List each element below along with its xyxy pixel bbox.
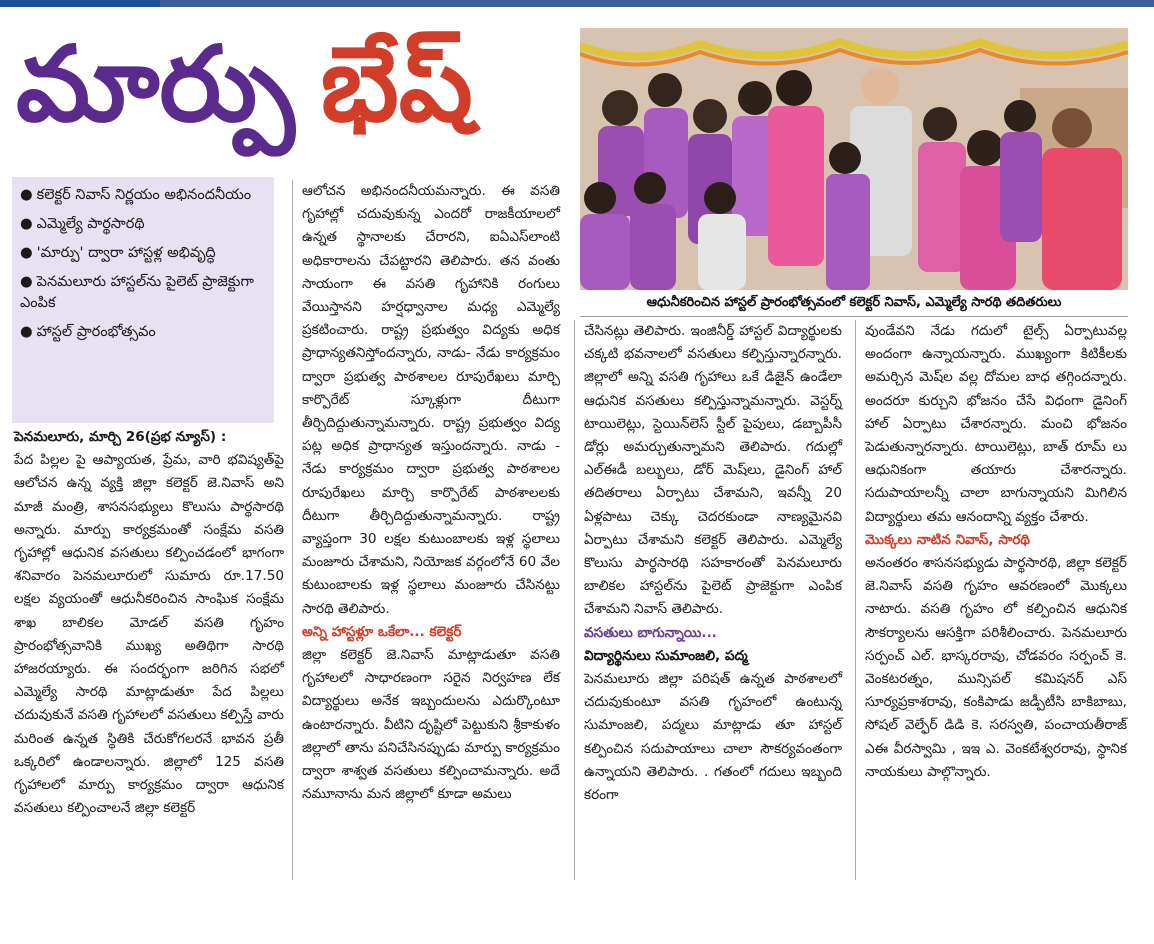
highlights-box — [12, 177, 274, 423]
photo-caption: ఆధునీకరించిన హాస్టల్ ప్రారంభోత్సవంలో కలెక్టర్ నివాస్, ఎమ్మెల్యే సారథి తదితరులు — [580, 290, 1128, 317]
highlight-item: ● కలెక్టర్ నివాస్ నిర్ణయం అభినందనీయం — [20, 187, 252, 203]
article-column-3 — [584, 320, 842, 807]
column-divider — [292, 180, 293, 880]
highlight-item: ● 'మార్పు' ద్వారా హాస్టళ్ల అభివృద్ధి — [20, 245, 216, 261]
headline — [16, 14, 576, 154]
column-divider — [574, 320, 575, 880]
subheading: మొక్కలు నాటిన నివాస్, సారథి — [865, 531, 1030, 548]
headline-word-1: మార్పు — [16, 23, 295, 145]
column-divider — [855, 320, 856, 880]
bullet-icon: ● — [20, 324, 33, 340]
bullet-icon: ● — [20, 274, 33, 290]
article-paragraph: చేసినట్లు తెలిపారు. ఇంజినీర్డ్ హాస్టల్ విద్యార్థులకు చక్కటి భవనాలలో వసతులు కల్పిస్తున్నారన్నారు. జిల్లాలో అన్ని వసతి గృహాలు ఒకే డిజైన్ ఉండేలా ఆధునిక వసతులు కల్పిస్తున్నామన్నారు. వెస్టర్న్ టాయిలెట్లు, స్టెయిన్‌లెస్ స్టీల్ పైపులు, డబ్బాపీసీ డోర్లు అమర్చుతున్నామని తెలిపారు. గదుల్లో ఎల్‌ఈడీ బల్బులు, డోర్ మెష్‌లు, డైనింగ్ హాల్ తదితరాలు ఏర్పాటు చేశామని, ఇవన్నీ 20 ఏళ్లపాటు చెక్కు చెదరకుండా నాణ్యమైనవి ఏర్పాటు చేశామని కలెక్టర్ తెలిపారు. ఎమ్మెల్యే కొలుసు పార్థసారథి సహకారంతో పెనమలూరు బాలికల హాస్టల్‌ను పైలెట్ ప్రాజెక్టుగా ఎంపిక చేశామని నివాస్ తెలిపారు. — [584, 323, 842, 618]
article-paragraph: జిల్లా కలెక్టర్ జె.నివాస్ మాట్లాడుతూ వసతి గృహాలలో సాధారణంగా సరైన నిర్వహణ లేక విద్యార్థులు అనేక ఇబ్బందులను ఎదుర్కొంటూ ఉంటారన్నారు. వీటిని దృష్టిలో పెట్టుకుని శ్రీకాకుళం జిల్లాలో తాను పనిచేసినప్పుడు మార్పు కార్యక్రమం ద్వారా శాశ్వత వసతులు కల్పించామన్నారు. అదే నమూనాను మన జిల్లాలో కూడా అమలు — [302, 647, 560, 803]
dateline: పెనమలూరు, మార్చి 26(ప్రభ న్యూస్) : — [14, 429, 227, 445]
bullet-icon: ● — [20, 245, 33, 261]
bullet-icon: ● — [20, 187, 33, 203]
article-column-2 — [302, 180, 560, 806]
news-photo — [580, 28, 1128, 290]
article-paragraph: అనంతరం శాసనసభ్యుడు పార్థసారథి, జిల్లా కలెక్టర్ జె.నివాస్ వసతి గృహం ఆవరణంలో మొక్కలు నాటారు. వసతి గృహం లో కల్పించిన ఆధునిక సౌకర్యాలను ఆసక్తిగా పరిశీలించారు. పెనమలూరు సర్పంచ్ ఎల్. భాస్కరరావు, చోడవరం సర్పంచ్ కె. వెంకటరత్నం, మున్సిపల్ కమిషనర్ ఎస్ సూర్యప్రకాశరావు, కంకిపాడు జడ్పీటీసి బాకిబాబు, సోషల్ వెల్ఫేర్ డిడి కె. సరస్వతి, పంచాయతీరాజ్ ఎఈ వీరస్వామి , ఇఇ ఎ. వెంకటేశ్వరరావు, స్థానిక నాయకులు పాల్గొన్నారు. — [865, 555, 1127, 780]
subheading-secondary: విద్యార్థినులు సుమాంజలి, పద్మ — [584, 647, 748, 664]
top-bar-dark-segment — [0, 0, 160, 7]
article-paragraph: పెనమలూరు జిల్లా పరిషత్ ఉన్నత పాఠశాలలో చదువుకుంటూ వసతి గృహంలో ఉంటున్న సుమాంజలి, పద్మలు మాట్లాడు తూ హాస్టల్ కల్పించిన సదుపాయాలు చాలా సౌకర్యవంతంగా ఉన్నాయని తెలిపారు. . గతంలో గదులు ఇబ్బంది కరంగా — [584, 671, 842, 804]
bullet-icon: ● — [20, 216, 33, 232]
headline-word-2: భేష్ — [320, 23, 473, 145]
highlight-item: ● పెనమలూరు హాస్టల్‌ను పైలెట్ ప్రాజెక్టుగా ఎంపిక — [20, 274, 254, 311]
subheading: అన్ని హాస్టళ్లూ ఒకేలా... కలెక్టర్ — [302, 623, 462, 640]
article-column-1 — [14, 426, 284, 820]
subheading: వసతులు బాగున్నాయి... — [584, 624, 717, 641]
article-paragraph: ఆలోచన అభినందనీయమన్నారు. ఈ వసతి గృహాల్లో చదువుకున్న ఎందరో రాజకీయాలలో ఉన్నత స్థానాలకు చేరారని, ఐఏఎస్‌లాంటి అధికారాలను చేపట్టారని తెలిపారు. తన వంతు సాయంగా ఈ వసతి గృహానికి రంగులు వేయిస్తానని హర్షధ్వానాల మధ్య ఎమ్మెల్యే ప్రకటించారు. రాష్ట్ర ప్రభుత్వం విద్యకు అధిక ప్రాధాన్యతనిస్తోందన్నారు, నాడు- నేడు కార్యక్రమం ద్వారా ప్రభుత్వ పాఠశాలల రూపురేఖలు మార్చి కార్పొరేట్ స్కూళ్లుగా దీటుగా తీర్చిదిద్దుతున్నామన్నారు. రాష్ట్ర ప్రభుత్వం విద్య పట్ల అధిక ప్రాధాన్యత ఇస్తుందన్నారు. నాడు - నేడు కార్యక్రమం ద్వారా ప్రభుత్వ పాఠశాలల రూపురేఖలు మార్చి కార్పొరేట్ పాఠశాలలకు దీటుగా తీర్చిదిద్దుతున్నామన్నారు. రాష్ట్ర వ్యాప్తంగా 30 లక్షల కుటుంబాలకు ఇళ్ల స్థలాలు మంజూరు చేశామని, నియోజక వర్గంలోనే 60 వేల కుటుంబాలకు ఇళ్ల స్థలాలు మంజూరు చేసినట్టు సారథి తెలిపారు. — [302, 183, 560, 617]
article-paragraph: పేద పిల్లల పై ఆప్యాయత, ప్రేమ, వారి భవిష్యత్‌పై ఆలోచన ఉన్న వ్యక్తి జిల్లా కలెక్టర్ జె.నివాస్ అని మాజీ మంత్రి, శాసనసభ్యులు కొలుసు పార్థసారథి అన్నారు. మార్పు కార్యక్రమంతో సంక్షేమ వసతి గృహాల్లో ఆధునిక వసతులు కల్పించడంలో భాగంగా శనివారం పెనమలూరులో సుమారు రూ.17.50 లక్షల వ్యయంతో ఆధునీకరించిన సాంఘిక సంక్షేమ శాఖ బాలికల మోడల్ వసతి గృహం ప్రారంభోత్సవానికి ముఖ్య అతిథిగా సారథి హాజరయ్యారు. ఈ సందర్భంగా జరిగిన సభలో ఎమ్మెల్యే సారథి మాట్లాడుతూ పేద పిల్లలు చదువుకునే వసతి గృహాలలో వసతులు కల్పిస్తే వారు మరింత ఉన్నత స్థితికి చేరుకోగలరనే భావన ప్రతీ ఒక్కరిలో ఉండాలన్నారు. జిల్లాలో 125 వసతి గృహాలలో మార్పు కార్యక్రమం ద్వారా ఆధునిక వసతులు కల్పించాలనే జిల్లా కలెక్టర్ — [14, 452, 284, 817]
top-bar-light-segment — [160, 0, 1154, 7]
highlight-item: ● హాస్టల్ ప్రారంభోత్సవం — [20, 324, 156, 340]
article-paragraph: వుండేవని నేడు గదులో టైల్స్ ఏర్పాటువల్ల అందంగా ఉన్నాయన్నారు. ముఖ్యంగా కిటికీలకు అమర్చిన మెష్‌ల వల్ల దోమల బాధ తగ్గిందన్నారు. అందరూ కుర్చుని భోజనం చేసే విధంగా డైనింగ్ హాల్ ఏర్పాటు చేశారన్నారు. మంచి భోజనం పెడుతున్నారన్నారు. టాయిలెట్లు, బాత్ రూమ్ లు ఆధునికంగా తయారు చేశారన్నారు. సదుపాయాలన్నీ చాలా బాగున్నాయని మిగిలిన విద్యార్థులు తమ ఆనందాన్ని వ్యక్తం చేశారు. — [865, 323, 1127, 525]
highlight-item: ● ఎమ్మెల్యే పార్థసారథి — [20, 216, 145, 232]
top-color-bar — [0, 0, 1154, 7]
article-column-4 — [865, 320, 1127, 784]
photo-illustration — [580, 28, 1128, 290]
